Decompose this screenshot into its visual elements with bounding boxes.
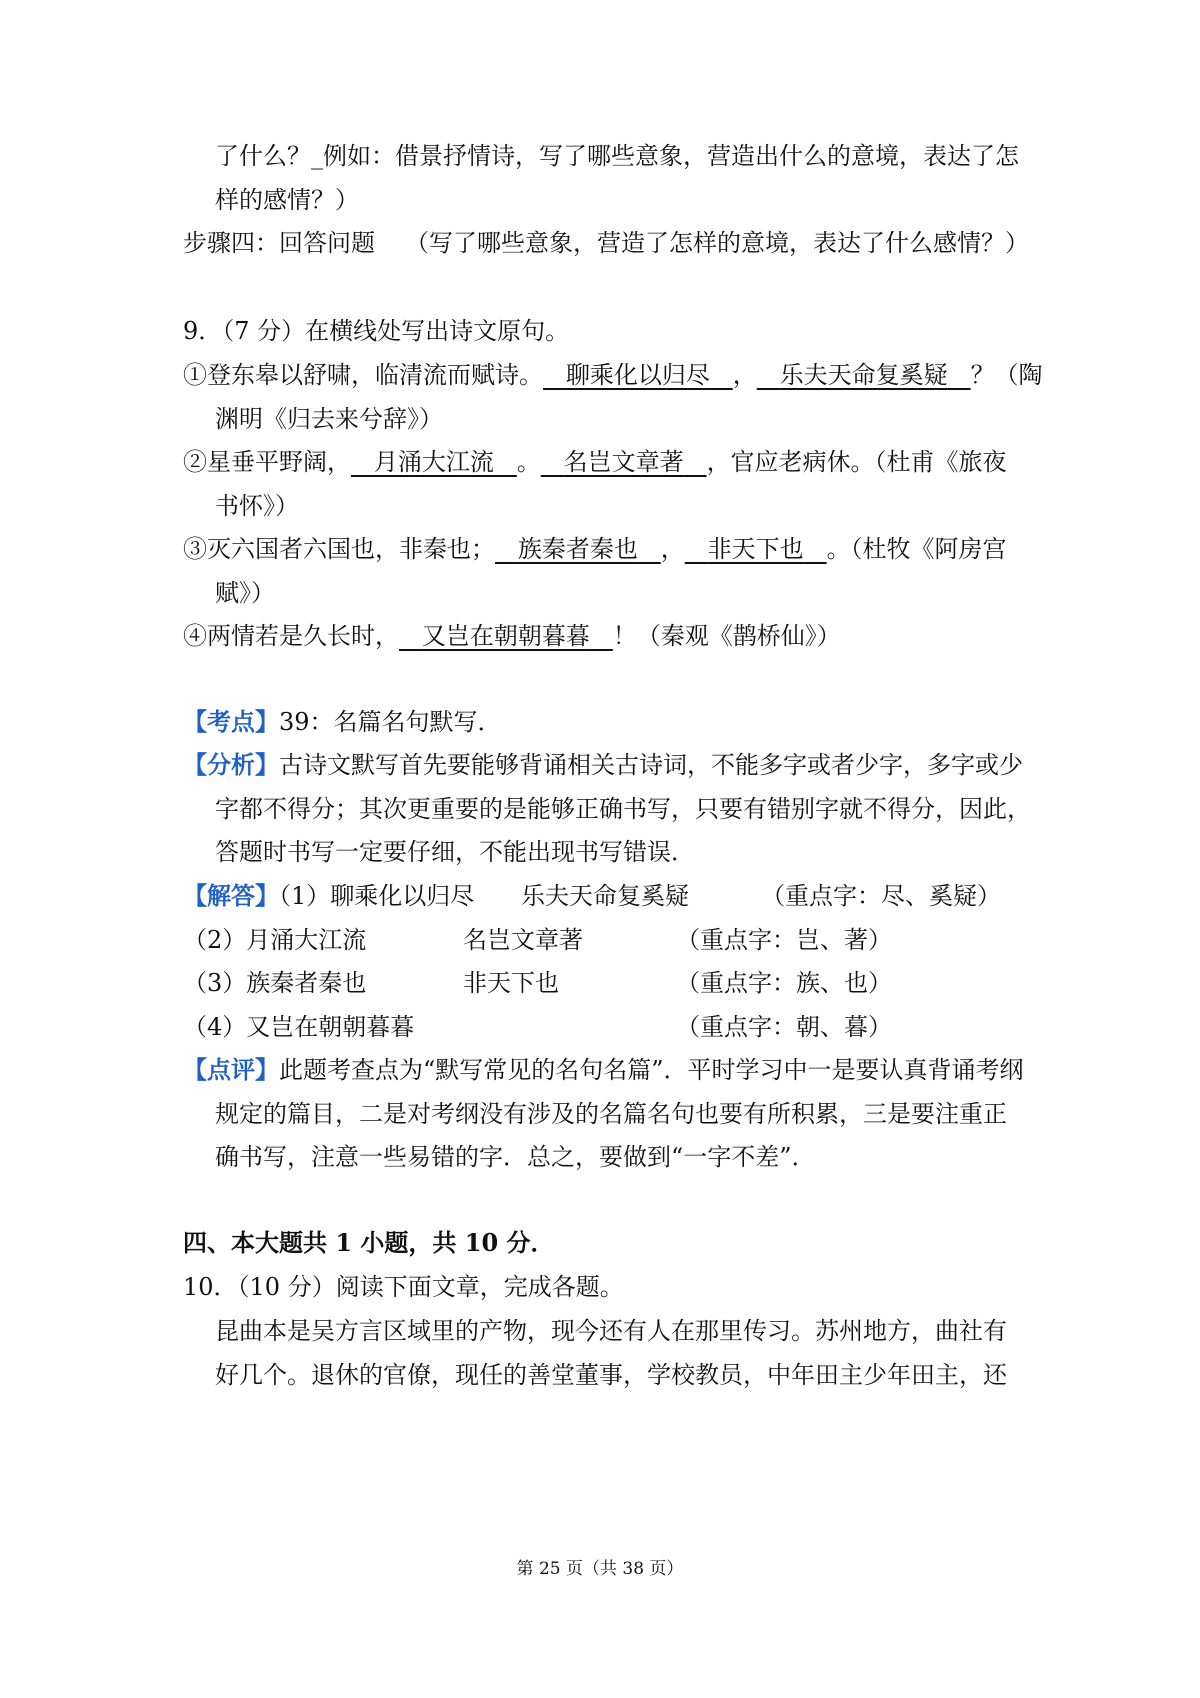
fenxi-line-2	[0, 794, 1200, 824]
kaodian-line	[0, 707, 1200, 737]
section4-title	[0, 1228, 1200, 1258]
q9-item2-prompt: ②星垂平野阔，	[183, 448, 351, 476]
jieda-row4-col1: （4）又岂在朝朝暮暮	[183, 1013, 415, 1041]
q9-item1-answer-1: 聊乘化以归尽	[565, 361, 710, 389]
fenxi-text-1: 古诗文默写首先要能够背诵相关古诗词，不能多字或者少字，多字或少	[279, 751, 1023, 779]
jieda-tag: 【解答】	[183, 881, 279, 910]
q9-item-1-cont	[0, 404, 1200, 434]
intro-line-1	[0, 141, 1200, 171]
q9-item4-answer-1: 又岂在朝朝暮暮	[421, 622, 590, 650]
step4-label: 步骤四：回答问题	[183, 229, 375, 257]
q9-item3-tail: 。（杜牧《阿房宫	[826, 535, 1007, 563]
q9-item2-source: 书怀》）	[215, 492, 299, 520]
jieda-row2-col3: （重点字：岂、著）	[676, 926, 892, 954]
intro-text-2: 样的感情？）	[215, 186, 359, 214]
jieda-row2-col2: 名岂文章著	[463, 926, 583, 954]
dianping-line-2	[0, 1099, 1200, 1129]
passage-text-1: 昆曲本是吴方言区域里的产物，现今还有人在那里传习。苏州地方，曲社有	[215, 1317, 1007, 1345]
q9-item1-tail: ？（陶	[970, 361, 1043, 389]
q9-item1-sep: ，	[732, 361, 757, 389]
q9-item-3	[0, 534, 1200, 564]
jieda-row3-col1: （3）族秦者秦也	[183, 969, 367, 997]
q9-heading-text: 9．（7 分）在横线处写出诗文原句。	[183, 317, 570, 345]
intro-text-1: 了什么？_例如：借景抒情诗，写了哪些意象，营造出什么的意境，表达了怎	[215, 142, 1019, 170]
jieda-row3-col2: 非天下也	[463, 969, 559, 997]
q9-item2-sep: 。	[516, 448, 541, 476]
dianping-text-1: 此题考查点为“默写常见的名句名篇”．平时学习中一是要认真背诵考纲	[279, 1056, 1024, 1084]
jieda-row1-col3: （重点字：尽、奚疑）	[761, 882, 1001, 910]
q9-item1-source: 渊明《归去来兮辞》）	[215, 405, 443, 433]
q9-item3-source: 赋》）	[215, 579, 275, 607]
dianping-tag: 【点评】	[183, 1055, 279, 1084]
dianping-text-3: 确书写，注意一些易错的字．总之，要做到“一字不差”．	[215, 1143, 816, 1171]
q9-heading	[0, 316, 1200, 346]
q9-item-2-cont	[0, 491, 1200, 521]
page-footer: 第 25 页（共 38 页）	[516, 1559, 684, 1579]
jieda-row1-col2: 乐夫天命复奚疑	[521, 882, 689, 910]
jieda-row2-col1: （2）月涌大江流	[183, 926, 367, 954]
fenxi-line-1	[0, 750, 1200, 780]
passage-line-2	[0, 1360, 1200, 1390]
q9-item4-prompt: ④两情若是久长时，	[183, 622, 399, 650]
q9-item3-sep: ，	[660, 535, 685, 563]
q9-item-1	[0, 360, 1200, 390]
fenxi-text-3: 答题时书写一定要仔细，不能出现书写错误．	[215, 838, 695, 866]
jieda-row3-col3: （重点字：族、也）	[676, 969, 892, 997]
q9-item1-answer-2: 乐夫天命复奚疑	[779, 361, 948, 389]
passage-text-2: 好几个。退休的官僚，现任的善堂董事，学校教员，中年田主少年田主，还	[215, 1361, 1007, 1389]
q9-item3-answer-1: 族秦者秦也	[517, 535, 638, 563]
fenxi-line-3	[0, 837, 1200, 867]
intro-line-2	[0, 185, 1200, 215]
step4-line	[0, 228, 1200, 258]
q9-item2-answer-1: 月涌大江流	[373, 448, 494, 476]
q10-heading	[0, 1272, 1200, 1302]
step4-note: （写了哪些意象，营造了怎样的意境，表达了什么感情？）	[405, 229, 1029, 257]
section4-title-text: 四、本大题共 1 小题，共 10 分．	[183, 1228, 555, 1257]
kaodian-text: 39：名篇名句默写．	[279, 708, 502, 736]
q9-item-3-cont	[0, 578, 1200, 608]
jieda-row1-col1: （1）聊乘化以归尽	[279, 882, 475, 910]
q9-item-2	[0, 447, 1200, 477]
q9-item4-tail: ！（秦观《鹊桥仙》）	[612, 622, 841, 650]
q9-item3-prompt: ③灭六国者六国也，非秦也；	[183, 535, 495, 563]
jieda-row4-col3: （重点字：朝、暮）	[676, 1013, 892, 1041]
q9-item1-prompt: ①登东皋以舒啸，临清流而赋诗。	[183, 361, 543, 389]
q9-item-4	[0, 621, 1200, 651]
q9-item2-answer-2: 名岂文章著	[563, 448, 684, 476]
passage-line-1	[0, 1316, 1200, 1346]
fenxi-tag: 【分析】	[183, 750, 279, 779]
fenxi-text-2: 字都不得分；其次更重要的是能够正确书写，只要有错别字就不得分，因此，	[215, 795, 1031, 823]
dianping-text-2: 规定的篇目，二是对考纲没有涉及的名篇名句也要有所积累，三是要注重正	[215, 1100, 1007, 1128]
q9-item2-tail: ，官应老病休。（杜甫《旅夜	[706, 448, 1007, 476]
dianping-line-1	[0, 1055, 1200, 1085]
kaodian-tag: 【考点】	[183, 707, 279, 736]
q10-heading-text: 10．（10 分）阅读下面文章，完成各题。	[183, 1273, 624, 1301]
dianping-line-3	[0, 1142, 1200, 1172]
q9-item3-answer-2: 非天下也	[707, 535, 804, 563]
